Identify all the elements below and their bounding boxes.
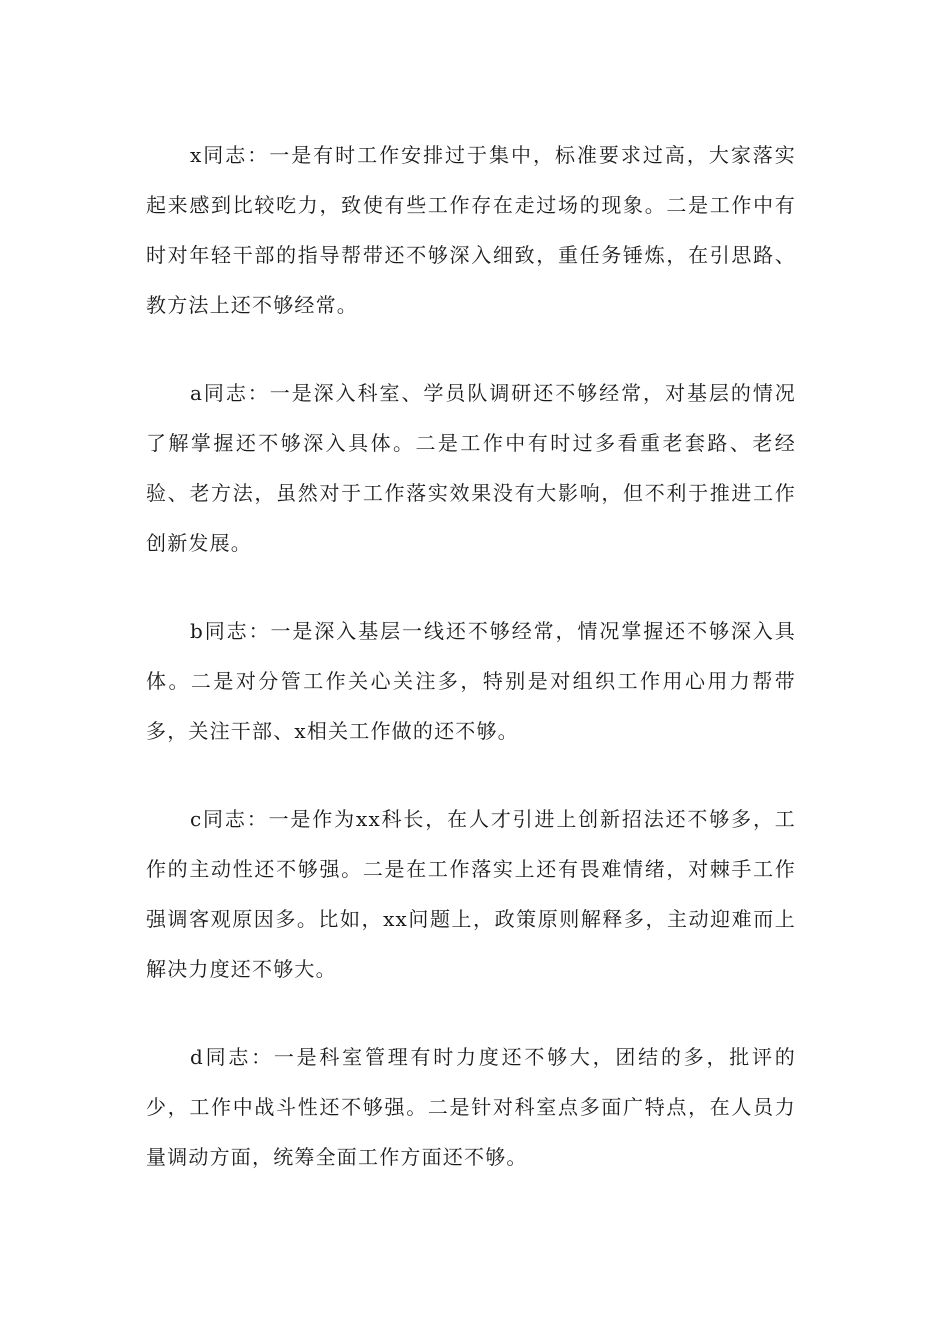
paragraph-d-comrade: d同志：一是科室管理有时力度还不够大，团结的多，批评的少，工作中战斗性还不够强。二是针对科室点多面广特点，在人员力量调动方面，统筹全面工作方面还不够。 — [146, 1045, 796, 1169]
paragraph-x-comrade: x同志：一是有时工作安排过于集中，标准要求过高，大家落实起来感到比较吃力，致使有些工作存在走过场的现象。二是工作中有时对年轻干部的指导帮带还不够深入细致，重任务锤炼，在引思路、教方法上还不够经常。 — [146, 143, 796, 317]
paragraph-c-comrade: c同志：一是作为xx科长，在人才引进上创新招法还不够多，工作的主动性还不够强。二是在工作落实上还有畏难情绪，对棘手工作强调客观原因多。比如，xx问题上，政策原则解释多，主动迎难而上解决力度还不够大。 — [146, 807, 796, 981]
paragraph-b-comrade: b同志：一是深入基层一线还不够经常，情况掌握还不够深入具体。二是对分管工作关心关注多，特别是对组织工作用心用力帮带多，关注干部、x相关工作做的还不够。 — [146, 619, 796, 743]
document-body — [146, 130, 796, 1220]
paragraph-a-comrade: a同志：一是深入科室、学员队调研还不够经常，对基层的情况了解掌握还不够深入具体。二是工作中有时过多看重老套路、老经验、老方法，虽然对于工作落实效果没有大影响，但不利于推进工作创新发展。 — [146, 381, 796, 555]
